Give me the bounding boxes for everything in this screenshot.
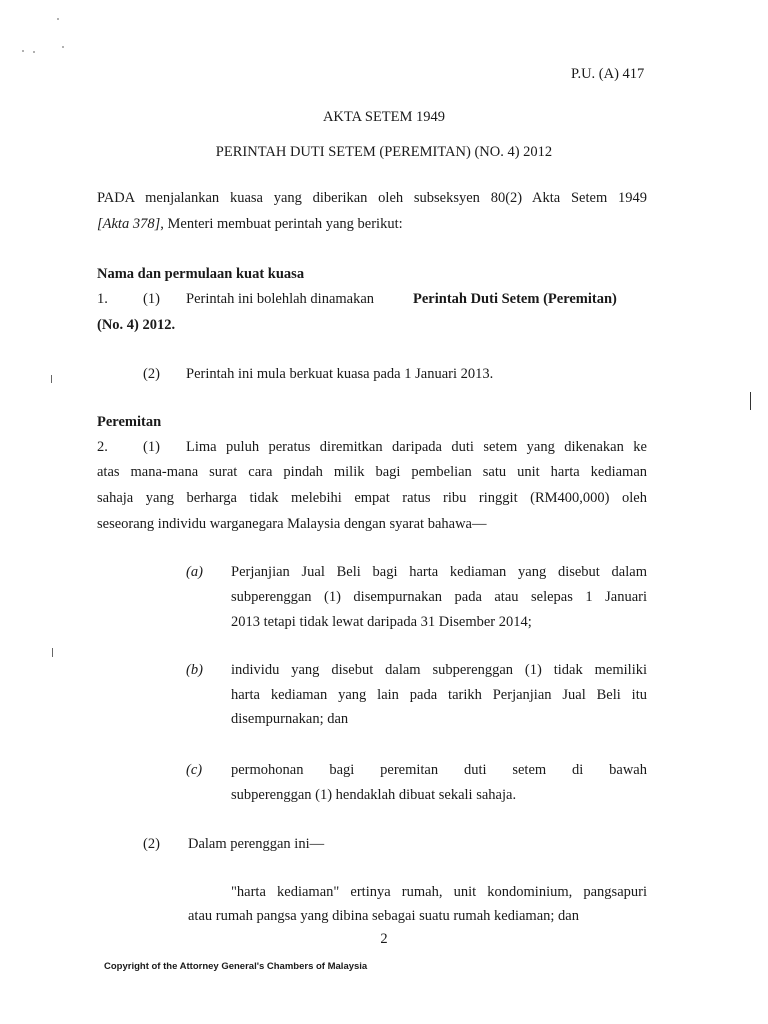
item-b-line-2: harta kediaman yang lain pada tarikh Perjanjian Jual Beli itu [231, 687, 647, 703]
section-2-heading: Peremitan [97, 414, 162, 430]
section-2-number: 2. [97, 439, 108, 455]
definition-line-2: atau rumah pangsa yang dibina sebagai suatu rumah kediaman; dan [188, 908, 579, 924]
item-c-label: (c) [186, 762, 203, 778]
order-name: Perintah Duti Setem (Peremitan) [413, 291, 617, 307]
order-name-end: . [171, 317, 176, 333]
section-1-para-1-number: (1) [143, 291, 160, 307]
section-1-heading: Nama dan permulaan kuat kuasa [97, 266, 305, 282]
definition-line-1: "harta kediaman" ertinya rumah, unit kondominium, pangsapuri [231, 884, 647, 900]
scan-speck [22, 50, 24, 52]
item-b-line-3: disempurnakan; dan [231, 711, 349, 727]
scan-speck [57, 18, 59, 20]
act-title: AKTA SETEM 1949 [322, 109, 446, 125]
section-2-para-2-text: Dalam perenggan ini— [188, 836, 325, 852]
scan-mark [51, 375, 52, 383]
section-2-para-1-line-4: seseorang individu warganegara Malaysia dengan syarat bahawa— [97, 516, 487, 532]
section-1-para-1-text: Perintah ini bolehlah dinamakan [186, 291, 375, 307]
scan-speck [62, 46, 64, 48]
scan-speck [33, 51, 35, 53]
order-title: PERINTAH DUTI SETEM (PEREMITAN) (NO. 4) 2012 [215, 144, 553, 160]
section-1-para-2-text: Perintah ini mula berkuat kuasa pada 1 Januari 2013. [186, 366, 494, 382]
page-number: 2 [380, 931, 388, 947]
section-2-para-1-line-3: sahaja yang berharga tidak melebihi empat ratus ribu ringgit (RM400,000) oleh [97, 490, 647, 506]
section-2-para-1-line-1: Lima puluh peratus diremitkan daripada duti setem yang dikenakan ke [186, 439, 647, 455]
item-c-line-1: permohonan bagi peremitan duti setem di bawah [231, 762, 647, 778]
preamble-line-2-rest: , Menteri membuat perintah yang berikut: [160, 216, 403, 232]
copyright-footer: Copyright of the Attorney General's Chambers of Malaysia [104, 961, 368, 972]
item-a-label: (a) [186, 564, 203, 580]
section-1-number: 1. [97, 291, 108, 307]
preamble-line-2 [97, 216, 403, 233]
section-2-para-1-line-2: atas mana-mana surat cara pindah milik bagi pembelian satu unit harta kediaman [97, 464, 647, 480]
item-a-line-2: subperenggan (1) disempurnakan pada atau selepas 1 Januari [231, 589, 647, 605]
item-b-label: (b) [186, 662, 203, 678]
section-1-para-2-number: (2) [143, 366, 160, 382]
scan-mark [750, 392, 751, 410]
order-number: (No. 4) 2012 [97, 317, 172, 333]
pu-reference: P.U. (A) 417 [571, 66, 645, 82]
section-2-para-1-number: (1) [143, 439, 160, 455]
preamble-line-1: PADA menjalankan kuasa yang diberikan oleh subseksyen 80(2) Akta Setem 1949 [97, 190, 647, 206]
item-a-line-1: Perjanjian Jual Beli bagi harta kediaman yang disebut dalam [231, 564, 647, 580]
section-2-para-2-number: (2) [143, 836, 160, 852]
act-reference: [Akta 378] [97, 216, 161, 232]
scan-mark [52, 648, 53, 657]
item-a-line-3: 2013 tetapi tidak lewat daripada 31 Disember 2014; [231, 614, 532, 630]
order-name-line-2 [97, 317, 175, 334]
item-b-line-1: individu yang disebut dalam subperenggan (1) tidak memiliki [231, 662, 647, 678]
item-c-line-2: subperenggan (1) hendaklah dibuat sekali sahaja. [231, 787, 517, 803]
